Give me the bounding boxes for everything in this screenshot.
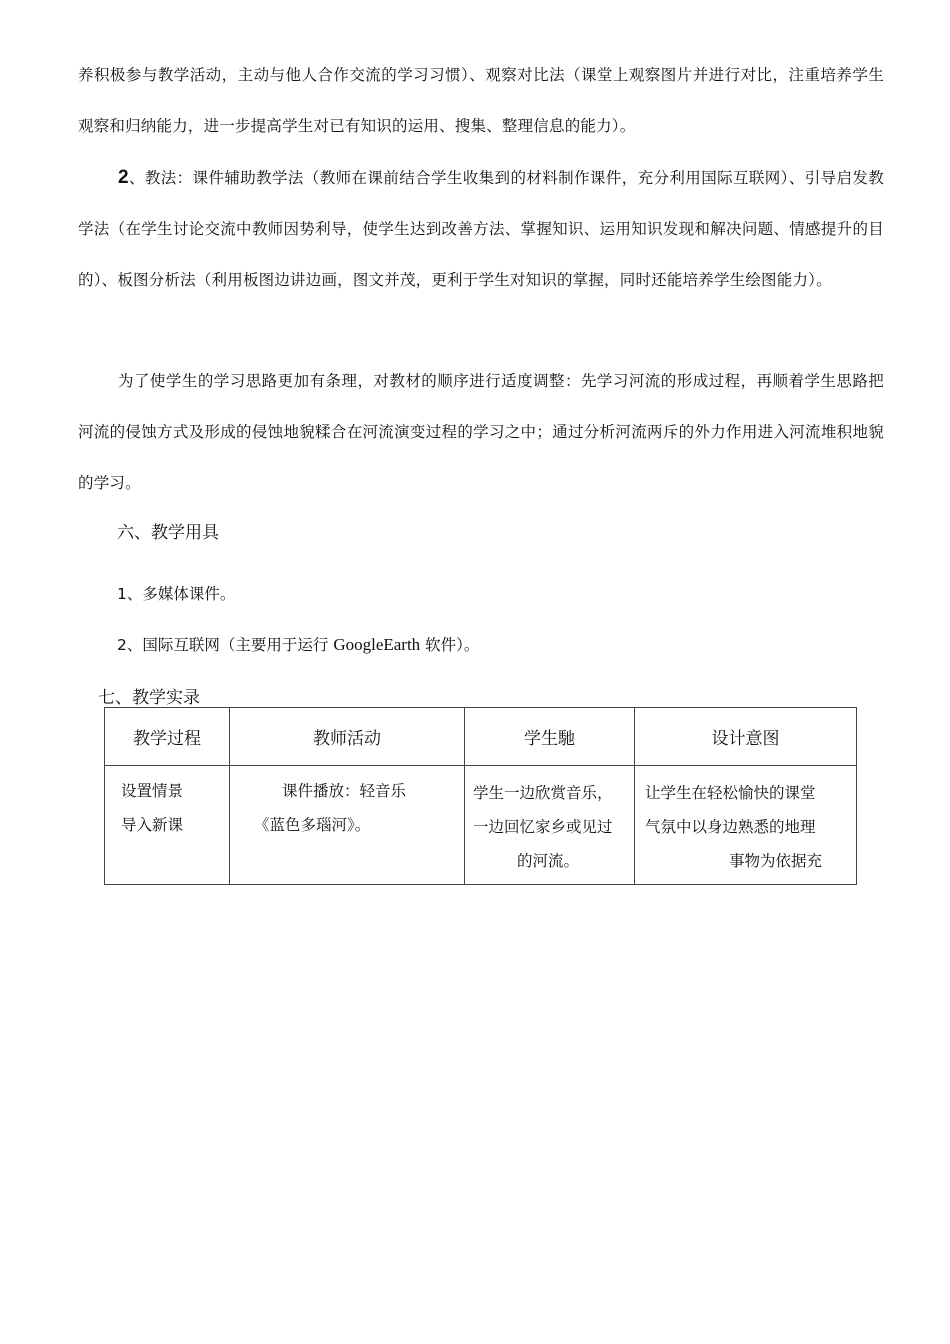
- cell-text: 导入新课: [121, 816, 184, 834]
- paragraph-sequence-adjustment: 为了使学生的学习思路更加有条理，对教材的顺序进行适度调整：先学习河流的形成过程，再顺着学生思路把河流的侵蚀方式及形成的侵蚀地貌糅合在河流演变过程的学习之中；通过分析河流两斥的外力作用进入河流堆积地貌的学习。: [78, 372, 884, 492]
- header-teacher-activity: 教师活动: [230, 708, 465, 766]
- paragraph-teaching-methods: [78, 152, 884, 306]
- cell-process: [105, 766, 230, 885]
- paragraph-number: 2: [118, 167, 129, 188]
- cell-text: 让学生在轻松愉快的课堂: [645, 784, 816, 802]
- software-name: GoogleEarth: [333, 635, 421, 654]
- table-row: [105, 766, 857, 885]
- cell-student-activity: [465, 766, 635, 885]
- header-student-activity: 学生馳: [465, 708, 635, 766]
- cell-text: 事物为依据充: [729, 852, 823, 870]
- cell-text: 《蓝色多瑙河》。: [254, 816, 371, 834]
- teaching-record-table: [104, 707, 857, 885]
- section-heading-teaching-record: 七、教学实录: [98, 688, 200, 708]
- cell-design-intent: [635, 766, 857, 885]
- list-item-internet: [117, 631, 479, 659]
- cell-text: 一边回忆家乡或见过: [473, 818, 613, 836]
- section-heading-teaching-tools: 六、教学用具: [117, 523, 219, 543]
- teaching-methods-text: 、教法：课件辅助教学法（教师在课前结合学生收集到的材料制作课件，充分利用国际互联网）、引导启发教学法（在学生讨论交流中教师因势利导，使学生达到改善方法、掌握知识、运用知识发现和解决问题、情感提升的目的）、板图分析法（利用板图边讲边画，图文并茂，更利于学生对知识的掌握，同时还能培养学生绘图能力）。: [78, 169, 884, 289]
- header-process: 教学过程: [105, 708, 230, 766]
- cell-text: 课件播放：轻音乐: [282, 782, 407, 800]
- table-header-row: [105, 708, 857, 766]
- cell-teacher-activity: [230, 766, 465, 885]
- internet-text-post: 软件）。: [425, 636, 480, 654]
- paragraph-learning-methods: 养积极参与教学活动，主动与他人合作交流的学习习惯）、观察对比法（课堂上观察图片并进行对比，注重培养学生观察和归纳能力，进一步提高学生对已有知识的运用、搜集、整理信息的能力）。: [78, 66, 884, 135]
- cell-text: 设置情景: [121, 782, 184, 800]
- cell-text: 气氛中以身边熟悉的地理: [645, 818, 816, 836]
- header-design-intent: 设计意图: [635, 708, 857, 766]
- list-item-multimedia: 1、多媒体课件。: [117, 585, 236, 603]
- cell-text: 学生一边欣赏音乐，: [473, 784, 613, 802]
- cell-text: 的河流。: [517, 852, 580, 870]
- internet-text-pre: 2、国际互联网（主要用于运行: [117, 636, 329, 654]
